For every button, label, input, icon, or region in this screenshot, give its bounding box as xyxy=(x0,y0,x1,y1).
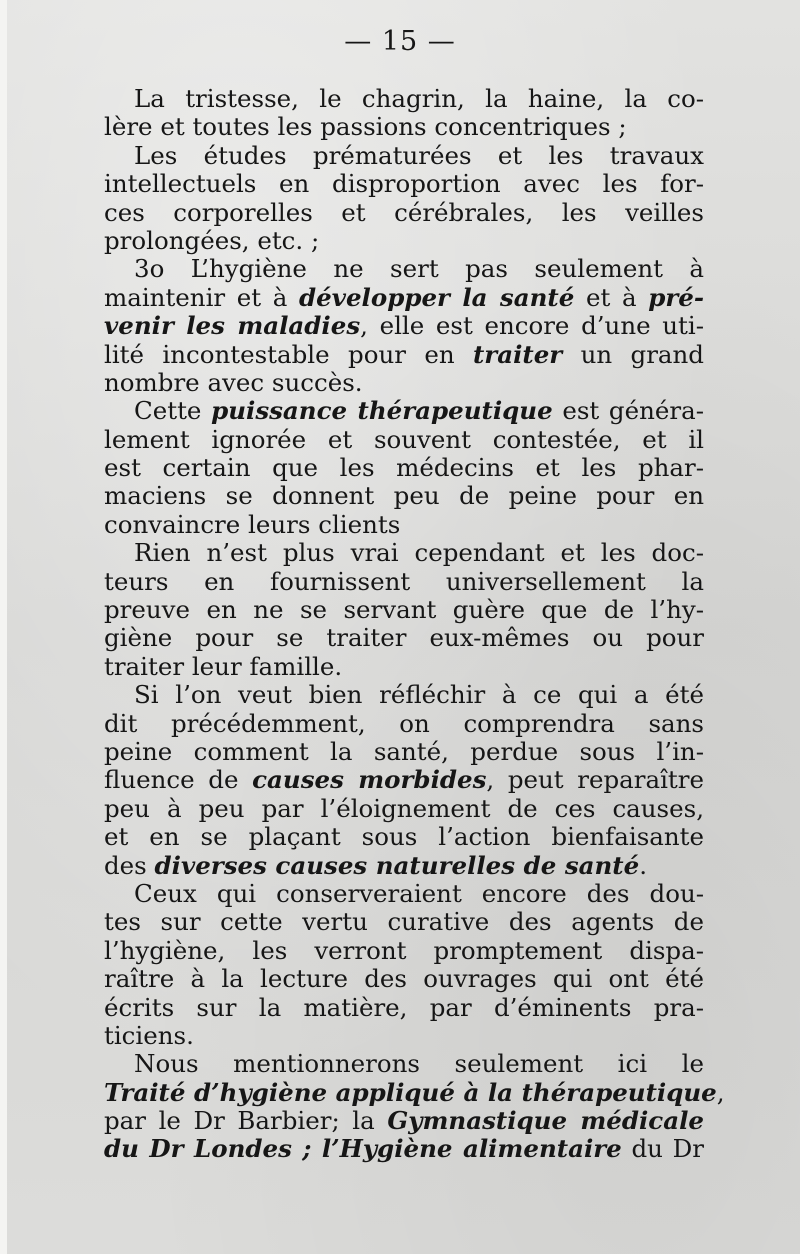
italic-phrase: puissance thérapeutique xyxy=(211,396,553,426)
text-line xyxy=(104,113,704,141)
paragraph xyxy=(104,255,704,397)
text-line xyxy=(104,397,704,425)
text-run: l’hygiène, les verront promptement dispa- xyxy=(104,935,704,965)
text-run: Cette xyxy=(134,396,212,426)
paragraph xyxy=(104,397,704,539)
paragraph xyxy=(104,85,704,142)
text-run: ticiens. xyxy=(104,1020,194,1050)
text-line xyxy=(104,369,704,397)
text-run: La tristesse, le chagrin, la haine, la co- xyxy=(134,84,704,113)
text-run: est certain que les médecins et les phar- xyxy=(104,453,704,483)
text-line xyxy=(104,880,704,908)
text-line xyxy=(104,341,704,369)
text-line xyxy=(104,454,704,482)
text-run: maintenir et à xyxy=(104,282,300,312)
text-line xyxy=(104,568,704,596)
italic-phrase: traiter xyxy=(472,339,563,369)
text-run: par le Dr Barbier; la xyxy=(104,1106,388,1136)
text-run: Nous mentionnerons seulement ici le xyxy=(134,1049,704,1079)
italic-phrase: du Dr Londes ; l’Hygiène alimentaire xyxy=(104,1134,622,1164)
text-run: nombre avec succès. xyxy=(104,367,363,397)
italic-phrase: développer la santé xyxy=(299,282,575,312)
italic-phrase: pré- xyxy=(648,282,704,312)
text-line xyxy=(104,1107,704,1135)
text-run: Rien n’est plus vrai cependant et les doc- xyxy=(134,538,704,568)
text-line xyxy=(104,85,704,113)
text-line xyxy=(104,142,704,170)
text-run: et à xyxy=(574,282,649,312)
italic-phrase: venir les maladies xyxy=(104,311,361,341)
italic-phrase: diverses causes naturelles de santé xyxy=(154,850,640,880)
text-run: raître à la lecture des ouvrages qui ont été xyxy=(104,964,704,994)
text-line xyxy=(104,653,704,681)
text-run: ces corporelles et cérébrales, les veilles xyxy=(104,197,704,227)
text-line xyxy=(104,426,704,454)
body-text xyxy=(104,84,725,1164)
text-line xyxy=(104,908,704,936)
text-run: tes sur cette vertu curative des agents de xyxy=(104,907,704,937)
text-run: lité incontestable pour en xyxy=(104,339,473,369)
text-run: teurs en fournissent universellement la xyxy=(104,566,704,596)
text-run: intellectuels en disproportion avec les for- xyxy=(104,169,704,199)
text-run: lement ignorée et souvent contestée, et il xyxy=(104,424,704,454)
text-line xyxy=(104,795,704,823)
text-run: dit précédemment, on comprendra sans xyxy=(104,708,704,738)
text-line xyxy=(104,766,704,794)
text-run: Ceux qui conserveraient encore des dou- xyxy=(134,878,704,908)
text-line xyxy=(104,937,704,965)
text-run: est généra- xyxy=(552,396,704,426)
text-run: Les études prématurées et les travaux xyxy=(134,140,704,170)
text-run: . xyxy=(639,850,647,880)
text-run: , peut reparaître xyxy=(486,765,704,795)
text-run: peine comment la santé, perdue sous l’in- xyxy=(104,736,704,766)
text-line xyxy=(104,1135,704,1163)
text-run: des xyxy=(104,850,155,880)
text-line xyxy=(104,312,704,340)
text-line xyxy=(104,255,704,283)
text-run: Si l’on veut bien réfléchir à ce qui a été xyxy=(134,680,704,710)
text-line xyxy=(104,738,704,766)
text-line xyxy=(104,511,704,539)
text-run: écrits sur la matière, par d’éminents pra- xyxy=(104,992,704,1022)
text-run: , xyxy=(716,1077,725,1107)
text-line xyxy=(104,596,704,624)
text-line xyxy=(104,965,704,993)
page-number: — 15 — xyxy=(344,26,456,57)
text-line xyxy=(104,482,704,510)
paragraph xyxy=(104,539,704,681)
paragraph xyxy=(104,142,704,256)
text-line xyxy=(104,681,704,709)
text-line xyxy=(104,852,704,880)
paragraph xyxy=(104,1049,725,1164)
page-edge xyxy=(0,0,7,1254)
text-run: giène pour se traiter eux-mêmes ou pour xyxy=(104,623,704,653)
text-line xyxy=(104,823,704,851)
text-run: lère et toutes les passions concentriques ; xyxy=(104,112,627,142)
text-line xyxy=(104,1077,725,1107)
text-line xyxy=(104,170,704,198)
text-run: prolongées, etc. ; xyxy=(104,225,320,255)
text-run: peu à peu par l’éloignement de ces causes, xyxy=(104,793,704,823)
paragraph xyxy=(104,880,704,1050)
text-line xyxy=(104,227,704,255)
italic-phrase: causes morbides xyxy=(252,765,487,795)
text-run: maciens se donnent peu de peine pour en xyxy=(104,481,704,511)
text-line xyxy=(104,994,704,1022)
text-line xyxy=(104,199,704,227)
text-run: convaincre leurs clients xyxy=(104,509,401,539)
text-line xyxy=(104,1022,704,1050)
text-run: traiter leur famille. xyxy=(104,651,343,681)
text-line xyxy=(104,710,704,738)
text-line xyxy=(104,539,704,567)
text-line xyxy=(104,284,704,312)
paragraph xyxy=(104,681,704,880)
text-run: 3o L’hygiène ne sert pas seulement à xyxy=(134,254,704,284)
text-run: preuve en ne se servant guère que de l’hy- xyxy=(104,595,704,625)
text-run: et en se plaçant sous l’action bienfaisante xyxy=(104,822,704,852)
text-line xyxy=(104,1050,704,1078)
text-line xyxy=(104,624,704,652)
italic-phrase: Gymnastique médicale xyxy=(387,1106,704,1136)
text-run: du Dr xyxy=(621,1134,704,1164)
text-run: fluence de xyxy=(104,765,253,795)
text-run: un grand xyxy=(562,339,704,369)
text-run: , elle est encore d’une uti- xyxy=(360,311,705,341)
italic-phrase: Traité d’hygiène appliqué à la thérapeutique xyxy=(104,1077,717,1107)
